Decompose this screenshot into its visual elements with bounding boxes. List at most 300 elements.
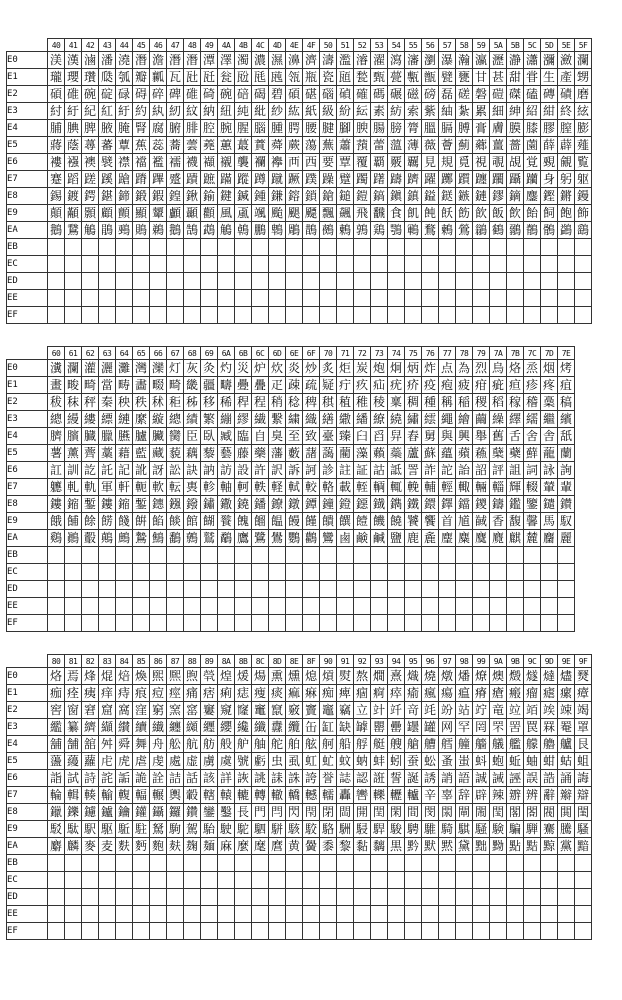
glyph-cell: 虜 — [201, 753, 218, 770]
glyph-cell: 潛 — [133, 52, 150, 69]
glyph-cell — [167, 273, 184, 290]
glyph-cell — [48, 598, 65, 615]
table-row — [7, 855, 592, 872]
glyph-cell: 鵑 — [99, 222, 116, 239]
glyph-cell: 瓤 — [150, 69, 167, 86]
glyph-cell: 鏘 — [558, 188, 575, 205]
glyph-cell — [507, 581, 524, 598]
glyph-cell — [439, 290, 456, 307]
glyph-cell — [558, 256, 575, 273]
glyph-cell — [354, 273, 371, 290]
glyph-cell: 轢 — [371, 787, 388, 804]
row-header: E3 — [7, 411, 48, 428]
glyph-cell: 鷓 — [116, 530, 133, 547]
glyph-cell: 駮 — [303, 821, 320, 838]
column-header: 5A — [490, 39, 507, 52]
glyph-cell: 臭 — [269, 428, 286, 445]
glyph-cell: 炎 — [286, 360, 303, 377]
glyph-cell: 黏 — [354, 838, 371, 855]
glyph-cell: 香 — [490, 513, 507, 530]
table-row — [7, 394, 575, 411]
glyph-cell: 鶴 — [490, 222, 507, 239]
column-header: 47 — [167, 39, 184, 52]
glyph-cell: 罘 — [490, 719, 507, 736]
glyph-cell: 鏨 — [82, 496, 99, 513]
glyph-cell — [167, 581, 184, 598]
glyph-cell: 滷 — [82, 52, 99, 69]
glyph-cell: 磑 — [490, 86, 507, 103]
glyph-cell: 騁 — [405, 821, 422, 838]
glyph-cell — [371, 564, 388, 581]
glyph-cell: 薤 — [575, 137, 592, 154]
glyph-cell: 試 — [65, 770, 82, 787]
glyph-cell — [252, 581, 269, 598]
glyph-cell: 顯 — [133, 205, 150, 222]
column-header: 81 — [65, 655, 82, 668]
glyph-cell — [575, 290, 592, 307]
glyph-cell — [405, 872, 422, 889]
glyph-cell: 瓧 — [184, 69, 201, 86]
glyph-cell: 熏 — [269, 668, 286, 685]
glyph-cell: 烏 — [490, 360, 507, 377]
glyph-cell: 蹐 — [133, 171, 150, 188]
glyph-cell — [541, 923, 558, 940]
glyph-cell — [82, 547, 99, 564]
glyph-cell: 炳 — [405, 360, 422, 377]
glyph-cell — [235, 581, 252, 598]
glyph-cell: 烙 — [48, 668, 65, 685]
column-header: 72 — [354, 347, 371, 360]
glyph-cell: 蕈 — [116, 137, 133, 154]
table-row — [7, 154, 592, 171]
glyph-cell — [320, 906, 337, 923]
glyph-cell: 鷯 — [184, 530, 201, 547]
glyph-cell — [456, 547, 473, 564]
glyph-cell — [303, 598, 320, 615]
glyph-cell: 紫 — [422, 103, 439, 120]
glyph-cell — [82, 581, 99, 598]
glyph-cell: 餡 — [150, 513, 167, 530]
table-row — [7, 52, 592, 69]
glyph-cell — [167, 615, 184, 632]
glyph-cell: 磊 — [439, 86, 456, 103]
column-header: 4C — [252, 39, 269, 52]
glyph-cell: 鏹 — [167, 496, 184, 513]
glyph-cell — [541, 290, 558, 307]
glyph-cell — [558, 889, 575, 906]
glyph-cell: 灣 — [133, 360, 150, 377]
column-header: 63 — [99, 347, 116, 360]
glyph-cell — [65, 872, 82, 889]
column-header: 58 — [456, 39, 473, 52]
glyph-cell: 紋 — [184, 103, 201, 120]
glyph-cell: 灯 — [167, 360, 184, 377]
glyph-cell — [48, 923, 65, 940]
glyph-cell: 輳 — [82, 787, 99, 804]
glyph-cell: 纉 — [116, 719, 133, 736]
glyph-cell: 軟 — [150, 479, 167, 496]
glyph-cell: 襴 — [252, 154, 269, 171]
glyph-cell: 鏗 — [541, 188, 558, 205]
glyph-cell: 虫 — [269, 753, 286, 770]
glyph-cell: 續 — [133, 719, 150, 736]
glyph-cell: 瀲 — [558, 52, 575, 69]
glyph-cell: 鏾 — [218, 496, 235, 513]
glyph-cell: 繞 — [388, 411, 405, 428]
column-header: 52 — [354, 39, 371, 52]
glyph-cell — [201, 239, 218, 256]
glyph-cell: 薈 — [439, 137, 456, 154]
glyph-cell: 鷙 — [133, 530, 150, 547]
glyph-cell — [218, 547, 235, 564]
column-header: 8A — [218, 655, 235, 668]
glyph-cell: 餘 — [82, 513, 99, 530]
glyph-cell: 麌 — [473, 530, 490, 547]
glyph-cell: 鑽 — [184, 804, 201, 821]
glyph-cell — [65, 564, 82, 581]
glyph-cell: 躪 — [524, 171, 541, 188]
glyph-cell: 舜 — [116, 736, 133, 753]
glyph-cell: 閃 — [286, 804, 303, 821]
glyph-cell: 舀 — [371, 428, 388, 445]
glyph-cell: 窶 — [201, 702, 218, 719]
glyph-cell: 覃 — [337, 154, 354, 171]
glyph-cell: 鐙 — [337, 496, 354, 513]
glyph-cell: 颪 — [235, 205, 252, 222]
glyph-cell: 濁 — [235, 52, 252, 69]
glyph-cell: 駒 — [167, 821, 184, 838]
glyph-cell: 軒 — [116, 479, 133, 496]
glyph-cell — [99, 273, 116, 290]
glyph-cell: 疳 — [473, 377, 490, 394]
glyph-cell: 畯 — [65, 377, 82, 394]
glyph-cell: 顴 — [201, 205, 218, 222]
glyph-cell: 稽 — [524, 394, 541, 411]
column-header: 49 — [201, 39, 218, 52]
glyph-cell: 炮 — [371, 360, 388, 377]
glyph-cell: 蚓 — [388, 753, 405, 770]
glyph-cell: 麪 — [133, 838, 150, 855]
glyph-cell: 碚 — [235, 86, 252, 103]
glyph-cell: 鵙 — [133, 222, 150, 239]
glyph-cell — [439, 615, 456, 632]
glyph-cell: 畸 — [82, 377, 99, 394]
glyph-cell: 瓚 — [82, 69, 99, 86]
glyph-cell: 鸛 — [303, 530, 320, 547]
glyph-cell: 該 — [201, 770, 218, 787]
glyph-cell: 蕎 — [167, 137, 184, 154]
glyph-cell: 磁 — [405, 86, 422, 103]
glyph-cell: 誑 — [371, 770, 388, 787]
glyph-cell: 纓 — [218, 719, 235, 736]
glyph-cell: 鐐 — [269, 496, 286, 513]
glyph-cell: 轄 — [201, 787, 218, 804]
glyph-cell — [303, 239, 320, 256]
glyph-cell — [507, 239, 524, 256]
glyph-cell — [252, 615, 269, 632]
glyph-cell: 訣 — [184, 462, 201, 479]
glyph-cell: 稻 — [490, 394, 507, 411]
glyph-cell: 渼 — [48, 52, 65, 69]
glyph-cell: 與 — [439, 428, 456, 445]
glyph-cell: 閔 — [422, 804, 439, 821]
glyph-cell: 覦 — [558, 154, 575, 171]
glyph-cell — [439, 239, 456, 256]
glyph-cell: 鏤 — [99, 496, 116, 513]
glyph-cell: 蘆 — [405, 445, 422, 462]
glyph-cell: 藜 — [201, 445, 218, 462]
glyph-cell: 痔 — [116, 685, 133, 702]
glyph-cell: 瓠 — [116, 69, 133, 86]
glyph-cell: 飮 — [473, 205, 490, 222]
glyph-cell — [507, 547, 524, 564]
glyph-cell: 訳 — [269, 462, 286, 479]
glyph-cell: 麋 — [456, 530, 473, 547]
glyph-cell: 蛄 — [558, 753, 575, 770]
glyph-cell — [184, 872, 201, 889]
glyph-cell — [575, 855, 592, 872]
glyph-cell: 煦 — [184, 668, 201, 685]
glyph-cell: 鐫 — [388, 496, 405, 513]
glyph-cell: 辛 — [422, 787, 439, 804]
glyph-cell: 鷏 — [99, 530, 116, 547]
glyph-cell — [133, 615, 150, 632]
glyph-cell: 舗 — [65, 736, 82, 753]
glyph-cell — [422, 889, 439, 906]
glyph-cell: 繚 — [371, 411, 388, 428]
glyph-cell: 秧 — [116, 394, 133, 411]
column-header: 7A — [490, 347, 507, 360]
glyph-cell: 飢 — [405, 205, 422, 222]
glyph-cell: 駅 — [82, 821, 99, 838]
glyph-cell: 舳 — [252, 736, 269, 753]
glyph-cell: 蚰 — [524, 753, 541, 770]
glyph-cell — [405, 598, 422, 615]
glyph-cell: 輪 — [48, 787, 65, 804]
glyph-cell: 甘 — [473, 69, 490, 86]
glyph-cell: 腳 — [337, 120, 354, 137]
glyph-cell — [252, 906, 269, 923]
glyph-cell — [116, 889, 133, 906]
glyph-cell — [48, 615, 65, 632]
table-row — [7, 598, 575, 615]
glyph-cell: 詞 — [524, 462, 541, 479]
column-header: 6F — [303, 347, 320, 360]
glyph-cell: 鏨 — [133, 496, 150, 513]
glyph-cell: 炬 — [337, 360, 354, 377]
glyph-cell: 軻 — [235, 479, 252, 496]
glyph-cell: 鑓 — [541, 496, 558, 513]
glyph-cell: 纃 — [82, 719, 99, 736]
glyph-cell: 碼 — [371, 86, 388, 103]
glyph-cell — [235, 923, 252, 940]
glyph-cell — [65, 581, 82, 598]
glyph-cell — [201, 906, 218, 923]
glyph-cell: 紈 — [150, 103, 167, 120]
glyph-cell: 痰 — [269, 685, 286, 702]
glyph-cell: 膜 — [507, 120, 524, 137]
glyph-cell: 薑 — [490, 137, 507, 154]
glyph-cell — [286, 598, 303, 615]
glyph-cell: 鍬 — [184, 188, 201, 205]
glyph-cell — [286, 273, 303, 290]
glyph-cell — [65, 906, 82, 923]
glyph-cell — [439, 564, 456, 581]
glyph-cell: 鵡 — [201, 222, 218, 239]
glyph-cell: 藏 — [150, 445, 167, 462]
glyph-cell — [235, 872, 252, 889]
glyph-cell: 素 — [371, 103, 388, 120]
glyph-cell: 瓰 — [235, 69, 252, 86]
glyph-cell: 蕣 — [269, 137, 286, 154]
glyph-cell: 麸 — [167, 838, 184, 855]
glyph-cell — [422, 290, 439, 307]
glyph-cell — [48, 564, 65, 581]
glyph-cell: 輟 — [524, 479, 541, 496]
glyph-cell: 碕 — [201, 86, 218, 103]
glyph-cell: 繊 — [252, 411, 269, 428]
glyph-cell — [184, 547, 201, 564]
glyph-cell: 黎 — [337, 838, 354, 855]
glyph-cell: 繹 — [507, 411, 524, 428]
glyph-cell: 鐇 — [252, 496, 269, 513]
glyph-cell: 舐 — [558, 428, 575, 445]
glyph-cell: 駭 — [286, 821, 303, 838]
glyph-cell — [558, 906, 575, 923]
glyph-cell: 轜 — [320, 787, 337, 804]
glyph-cell — [422, 615, 439, 632]
glyph-cell: 痾 — [371, 685, 388, 702]
glyph-cell: 艘 — [388, 736, 405, 753]
glyph-cell: 腦 — [252, 120, 269, 137]
glyph-cell: 躁 — [320, 171, 337, 188]
glyph-cell: 西 — [303, 154, 320, 171]
glyph-cell — [286, 256, 303, 273]
glyph-cell: 疱 — [439, 377, 456, 394]
glyph-cell: 鑞 — [48, 804, 65, 821]
glyph-cell — [473, 307, 490, 324]
glyph-cell — [456, 307, 473, 324]
glyph-cell — [82, 923, 99, 940]
glyph-cell — [82, 564, 99, 581]
glyph-cell — [490, 564, 507, 581]
column-header: 99 — [473, 655, 490, 668]
glyph-cell: 顥 — [82, 205, 99, 222]
glyph-cell: 襷 — [269, 154, 286, 171]
glyph-cell — [541, 307, 558, 324]
glyph-cell: 麾 — [252, 838, 269, 855]
glyph-cell — [456, 906, 473, 923]
glyph-cell: 濃 — [252, 52, 269, 69]
glyph-cell: 紺 — [541, 103, 558, 120]
glyph-cell: 稍 — [269, 394, 286, 411]
glyph-cell — [490, 547, 507, 564]
glyph-cell: 誉 — [320, 770, 337, 787]
glyph-cell: 竕 — [439, 702, 456, 719]
glyph-cell — [507, 598, 524, 615]
glyph-cell — [337, 923, 354, 940]
glyph-cell — [371, 307, 388, 324]
glyph-cell — [371, 855, 388, 872]
glyph-cell: 鍵 — [218, 188, 235, 205]
glyph-cell: 蕭 — [337, 137, 354, 154]
table-row — [7, 239, 592, 256]
row-header: E3 — [7, 719, 48, 736]
glyph-cell — [303, 307, 320, 324]
glyph-cell — [269, 290, 286, 307]
glyph-cell: 蚌 — [371, 753, 388, 770]
glyph-cell — [354, 239, 371, 256]
glyph-cell: 轗 — [303, 787, 320, 804]
glyph-cell: 秡 — [48, 394, 65, 411]
glyph-cell — [167, 307, 184, 324]
glyph-cell: 碾 — [388, 86, 405, 103]
glyph-cell — [524, 273, 541, 290]
glyph-cell — [48, 581, 65, 598]
column-header: 7C — [524, 347, 541, 360]
glyph-cell: 鷽 — [269, 530, 286, 547]
column-header: 59 — [473, 39, 490, 52]
glyph-cell: 碇 — [99, 86, 116, 103]
glyph-cell: 罕 — [456, 719, 473, 736]
glyph-cell — [388, 872, 405, 889]
glyph-cell: 竊 — [337, 702, 354, 719]
glyph-cell: 煌 — [218, 668, 235, 685]
glyph-cell: 襞 — [99, 154, 116, 171]
table-row — [7, 668, 592, 685]
glyph-cell — [286, 889, 303, 906]
glyph-cell: 軽 — [269, 479, 286, 496]
glyph-cell — [218, 598, 235, 615]
glyph-cell: 稠 — [405, 394, 422, 411]
table-row — [7, 411, 575, 428]
glyph-cell: 痛 — [184, 685, 201, 702]
glyph-cell — [507, 855, 524, 872]
glyph-cell: 纛 — [269, 719, 286, 736]
glyph-cell: 誣 — [507, 770, 524, 787]
glyph-cell — [405, 256, 422, 273]
glyph-cell: 訝 — [150, 462, 167, 479]
glyph-cell: 閥 — [541, 804, 558, 821]
glyph-cell — [388, 273, 405, 290]
glyph-cell: 臨 — [235, 428, 252, 445]
glyph-cell: 鍜 — [150, 188, 167, 205]
glyph-cell: 顢 — [65, 205, 82, 222]
glyph-cell: 黠 — [524, 838, 541, 855]
glyph-cell — [82, 273, 99, 290]
glyph-cell — [150, 906, 167, 923]
glyph-cell: 缺 — [337, 719, 354, 736]
glyph-cell: 稘 — [320, 394, 337, 411]
glyph-cell — [320, 256, 337, 273]
glyph-cell: 薺 — [82, 445, 99, 462]
glyph-cell — [150, 598, 167, 615]
row-header: E4 — [7, 120, 48, 137]
glyph-cell: 軸 — [218, 479, 235, 496]
glyph-cell — [524, 239, 541, 256]
glyph-cell: 熕 — [320, 668, 337, 685]
glyph-cell — [558, 290, 575, 307]
glyph-cell: 蹣 — [218, 171, 235, 188]
glyph-cell: 饌 — [337, 513, 354, 530]
glyph-cell: 烽 — [82, 668, 99, 685]
glyph-cell: 訴 — [286, 462, 303, 479]
glyph-cell — [422, 564, 439, 581]
column-header: 7D — [541, 347, 558, 360]
glyph-cell: 見 — [422, 154, 439, 171]
column-header: 69 — [201, 347, 218, 360]
glyph-cell — [286, 615, 303, 632]
